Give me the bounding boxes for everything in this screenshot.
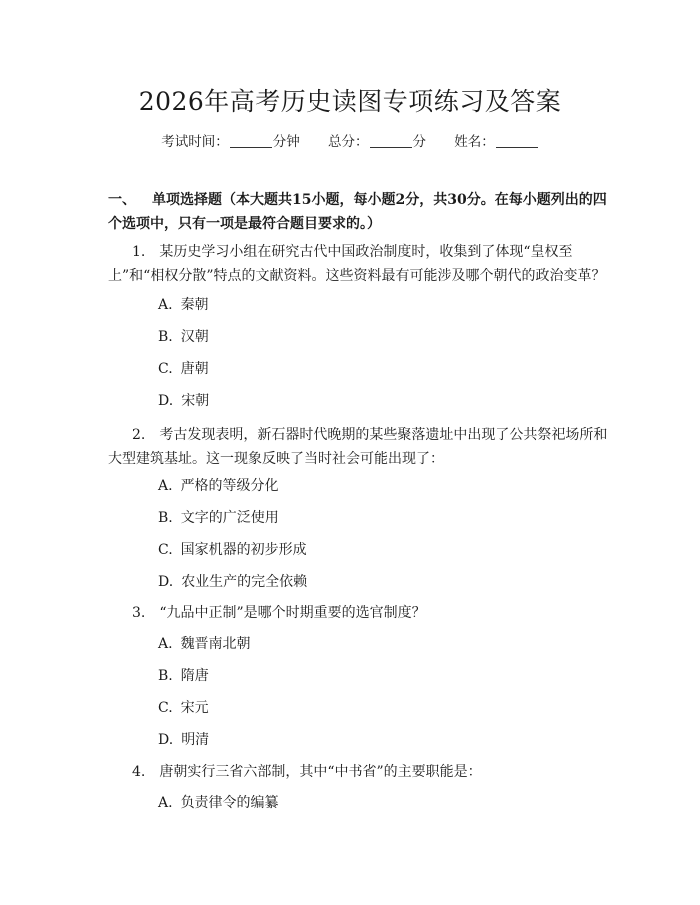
option-letter: A.: [158, 795, 173, 811]
option-text: 明清: [181, 732, 210, 748]
total-score-field: [328, 134, 426, 150]
option-letter: C.: [158, 542, 173, 558]
student-name-field: [454, 134, 539, 150]
document-title: 2026年高考历史读图专项练习及答案: [138, 87, 562, 116]
option-text: 隋唐: [180, 668, 209, 684]
section-number: 一、: [108, 192, 136, 208]
question-2: [108, 424, 608, 471]
time-label: 考试时间：: [161, 134, 229, 150]
question-4-option-a: [158, 793, 279, 813]
option-text: 国家机器的初步形成: [180, 542, 307, 558]
option-letter: A.: [158, 297, 173, 313]
question-number: 1.: [132, 244, 146, 260]
question-4: [108, 761, 608, 785]
option-letter: A.: [158, 478, 173, 494]
option-letter: D.: [158, 574, 174, 590]
option-text: 汉朝: [180, 329, 209, 345]
option-letter: C.: [158, 700, 173, 716]
option-text: 农业生产的完全依赖: [181, 574, 308, 590]
question-1-option-a: [158, 295, 209, 315]
question-text: 唐朝实行三省六部制，其中“中书省”的主要职能是：: [159, 764, 482, 780]
section-heading: [108, 188, 608, 236]
question-number: 3.: [132, 605, 146, 621]
question-3-option-d: [158, 730, 209, 750]
question-text: 考古发现表明，新石器时代晚期的某些聚落遗址中出现了公共祭祀场所和大型建筑基址。这一现象反映了当时社会可能出现了：: [108, 427, 608, 467]
option-text: 魏晋南北朝: [180, 636, 251, 652]
option-letter: D.: [158, 732, 174, 748]
question-2-option-a: [158, 476, 279, 496]
option-text: 负责律令的编纂: [180, 795, 279, 811]
option-letter: D.: [158, 393, 174, 409]
question-3-option-a: [158, 634, 251, 654]
name-label: 姓名：: [454, 134, 495, 150]
exam-time-field: [161, 134, 300, 150]
question-2-option-d: [158, 572, 307, 592]
score-label: 总分：: [328, 134, 369, 150]
question-3: [108, 602, 608, 626]
question-number: 4.: [132, 764, 146, 780]
question-text: “九品中正制”是哪个时期重要的选官制度？: [159, 605, 426, 621]
question-1-option-c: [158, 359, 209, 379]
question-2-option-b: [158, 508, 279, 528]
option-text: 宋元: [180, 700, 209, 716]
score-unit: 分: [412, 134, 426, 150]
option-text: 宋朝: [181, 393, 210, 409]
section-instructions: 单项选择题（本大题共15小题，每小题2分，共30分。在每小题列出的四个选项中，只有一项是最符合题目要求的。）: [108, 192, 607, 232]
option-text: 秦朝: [180, 297, 209, 313]
question-1-option-d: [158, 391, 209, 411]
question-2-option-c: [158, 540, 307, 560]
name-blank: [496, 134, 538, 148]
option-text: 文字的广泛使用: [180, 510, 279, 526]
question-3-option-c: [158, 698, 209, 718]
score-blank: [370, 134, 412, 148]
option-letter: C.: [158, 361, 173, 377]
time-unit: 分钟: [272, 134, 300, 150]
option-text: 唐朝: [180, 361, 209, 377]
question-number: 2.: [132, 427, 146, 443]
time-blank: [230, 134, 272, 148]
option-letter: B.: [158, 329, 173, 345]
option-text: 严格的等级分化: [180, 478, 279, 494]
option-letter: A.: [158, 636, 173, 652]
question-3-option-b: [158, 666, 209, 686]
question-text: 某历史学习小组在研究古代中国政治制度时，收集到了体现“皇权至上”和“相权分散”特点的文献资料。这些资料最有可能涉及哪个朝代的政治变革？: [108, 244, 606, 284]
option-letter: B.: [158, 668, 173, 684]
option-letter: B.: [158, 510, 173, 526]
exam-meta-line: [0, 130, 700, 150]
question-1-option-b: [158, 327, 209, 347]
question-1: [108, 241, 608, 288]
